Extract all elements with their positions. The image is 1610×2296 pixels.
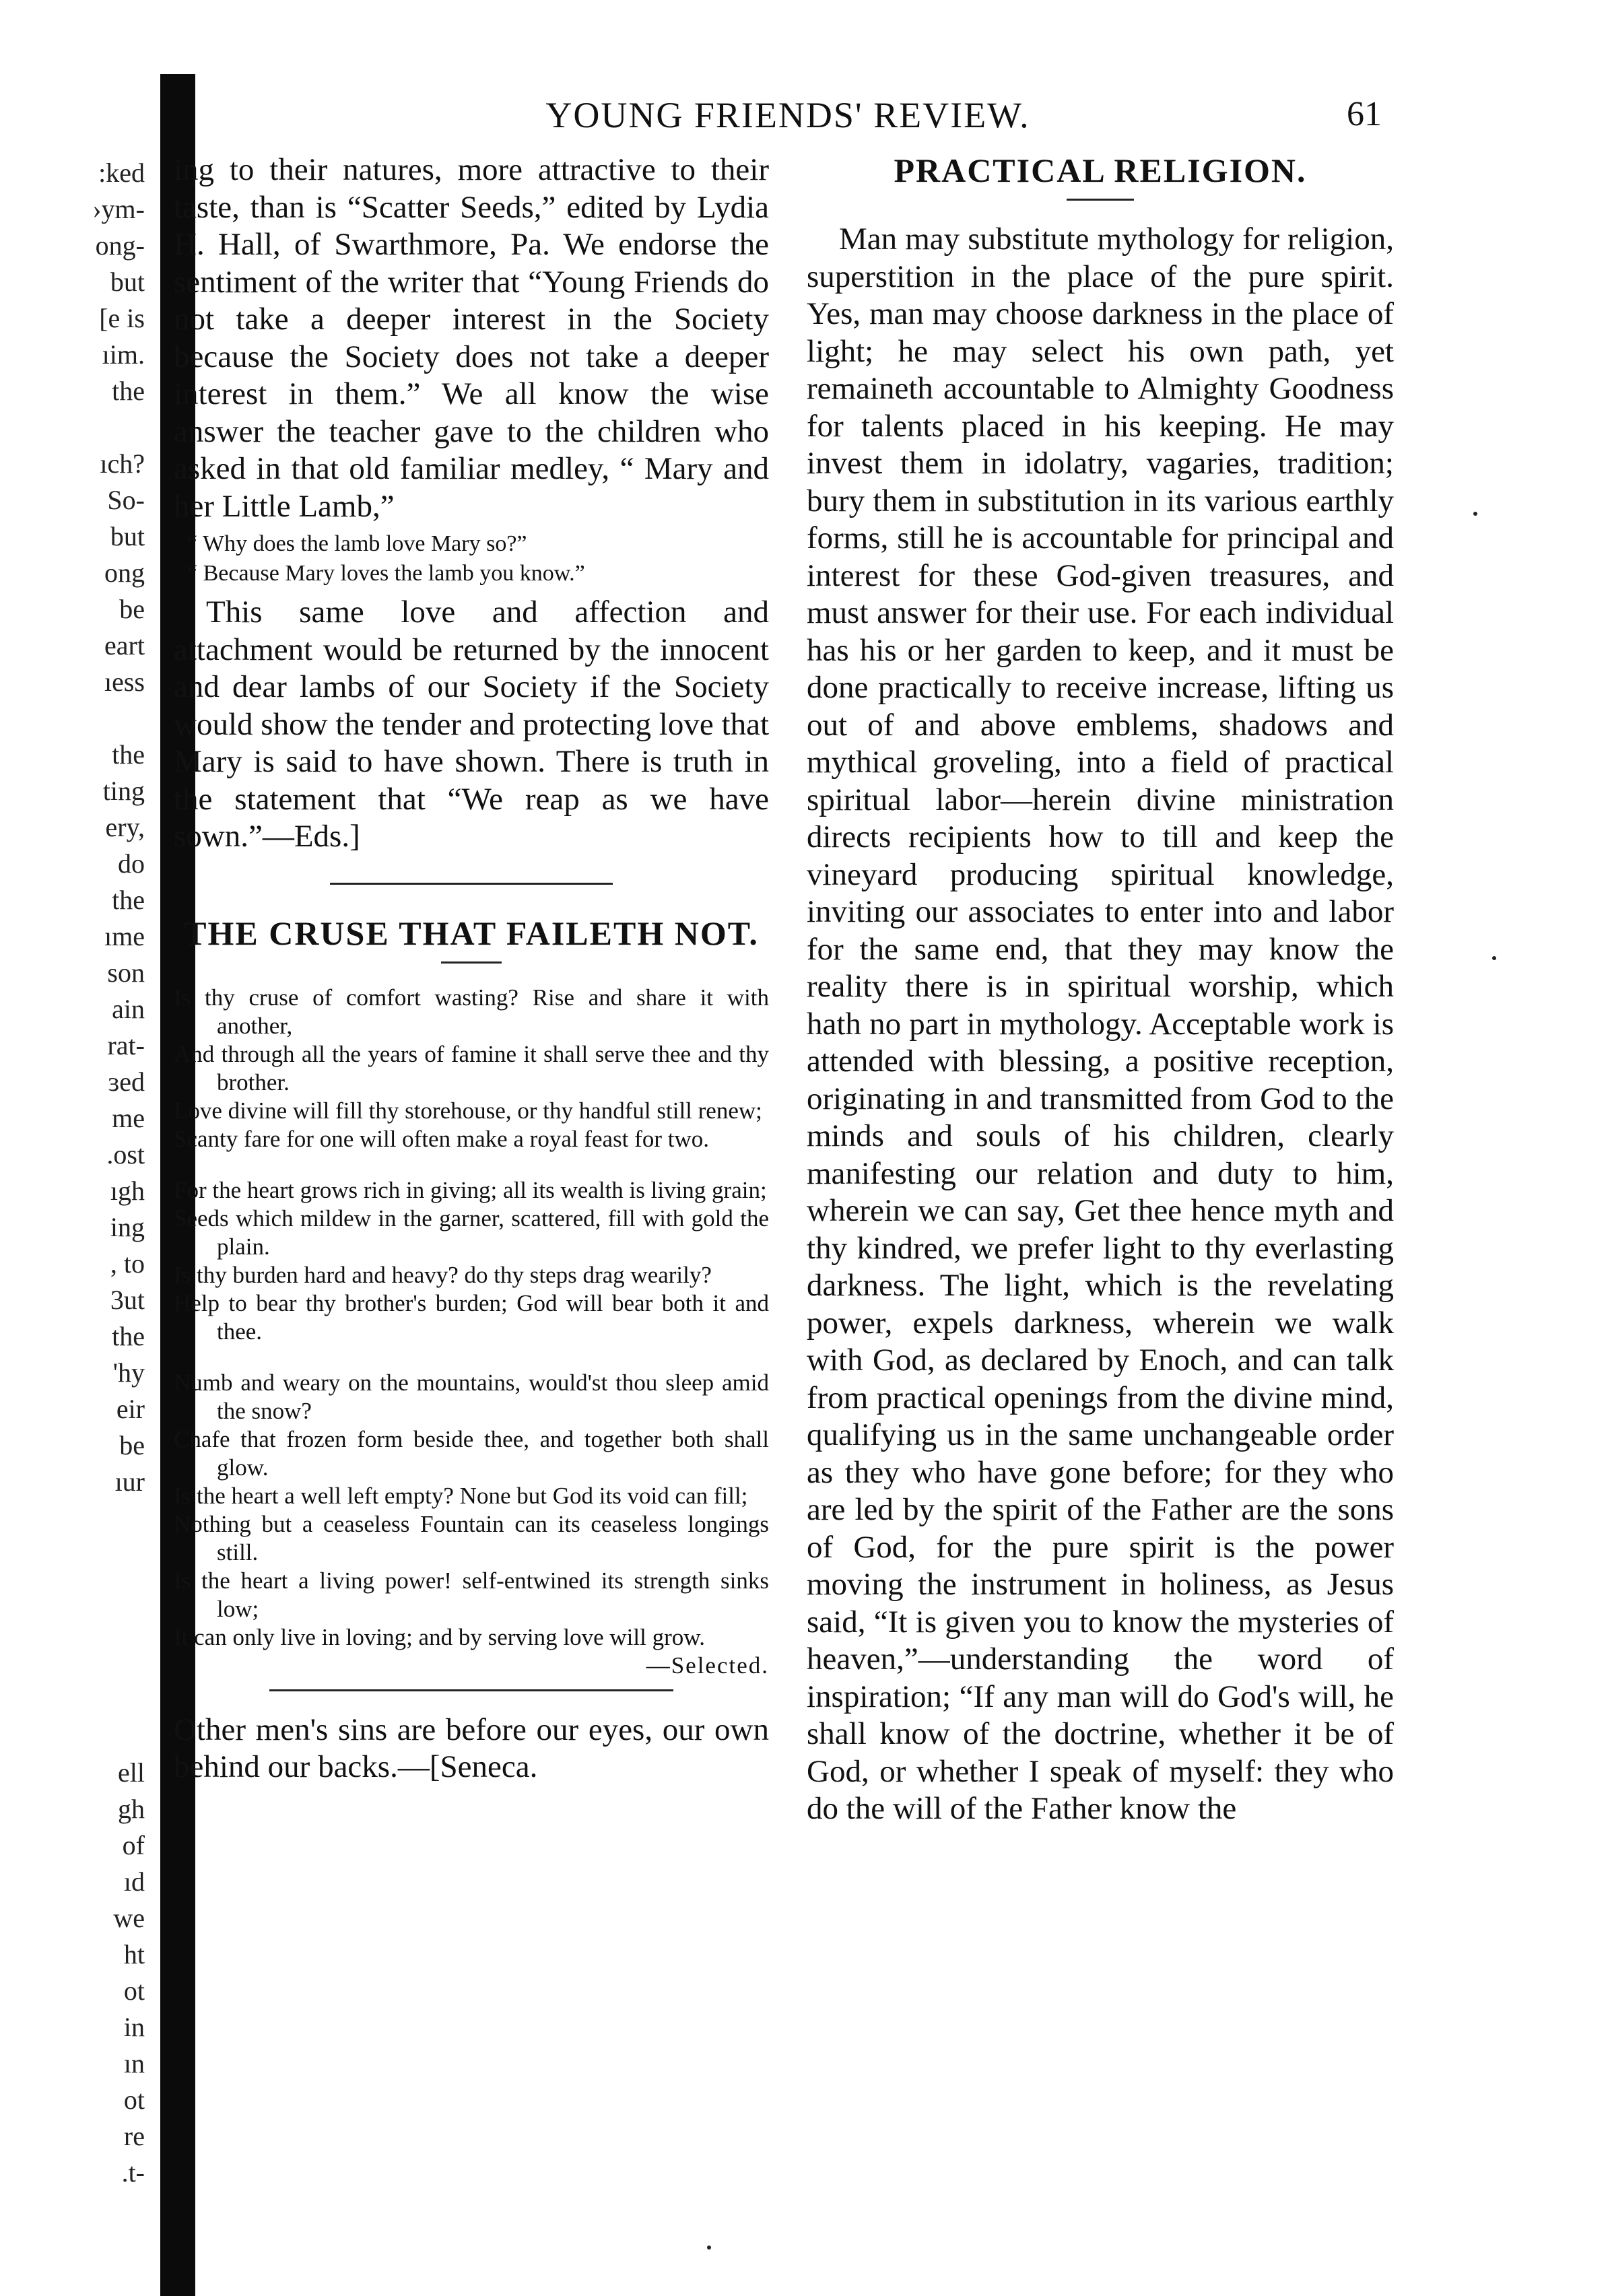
- gutter-fragment: do: [118, 848, 145, 879]
- left-column: [174, 151, 769, 1786]
- poem-line: It can only live in loving; and by serving love will grow.: [174, 1623, 705, 1650]
- speck: [1473, 512, 1477, 516]
- gutter-fragment: ot: [123, 2085, 145, 2115]
- gutter-fragment: but: [110, 267, 145, 297]
- gutter-fragment: [0, 1500, 145, 1537]
- poem-stanza: [174, 984, 769, 1153]
- nursery-rhyme-quote: [187, 529, 769, 588]
- poem-line: Chafe that frozen form beside thee, and together both shall glow.: [174, 1425, 769, 1481]
- poem: [174, 984, 769, 1680]
- poem-line: Love divine will fill thy storehouse, or thy handful still renew;: [174, 1097, 762, 1124]
- poem-line: For the heart grows rich in giving; all its wealth is living grain;: [174, 1176, 767, 1203]
- gutter-fragment: ting: [102, 776, 145, 806]
- gutter-fragment: ın: [123, 2048, 145, 2079]
- gutter-fragment: ıd: [123, 1866, 145, 1897]
- gutter-fragment: , to: [110, 1248, 145, 1279]
- poem-line: Help to bear thy brother's burden; God will bear both it and thee.: [174, 1289, 769, 1345]
- gutter-fragment: ing: [110, 1212, 145, 1242]
- gutter-fragment: ain: [112, 994, 145, 1024]
- gutter-fragment: ıme: [104, 921, 145, 951]
- gutter-fragment: [e is: [99, 303, 145, 333]
- section-divider: [330, 883, 613, 885]
- gutter-fragment: the: [112, 739, 145, 770]
- poem-line: Nothing but a ceaseless Fountain can its ceaseless longings still.: [174, 1510, 769, 1565]
- gutter-fragment: ong-: [95, 230, 145, 261]
- page-number: 61: [1347, 95, 1382, 133]
- quote-line-2: “ Because Mary loves the lamb you know.”: [187, 561, 585, 586]
- poem-stanza: [174, 1176, 769, 1346]
- gutter-fragment: of: [122, 1830, 145, 1860]
- gutter-fragment: [0, 1682, 145, 1718]
- gutter-fragment: [0, 1609, 145, 1646]
- article-body: Man may substitute mythology for religion, superstition in the place of the pure spirit. Yes, man may choose darkness in the place of light; he may select his own path, yet remaineth accountable to Almighty Goodness for talents placed in his keeping. He may invest them in idolatry, vagaries, tradition; bury them in substitution in its various earthly forms, still he is accountable for principal and interest for these God-given treasures, and must answer for their use. For each individual has his or her garden to keep, and it must be done practically to receive increase, lifting us out of and above emblems, shadows and mythical groveling, into a field of practical spiritual labor—herein divine ministration directs recipients how to till and keep the vineyard producing spiritual knowledge, inviting our associates to enter into and labor for the same end, that they may know the reality there is in spiritual worship, which hath no part in mythology. Acceptable work is attended with blessing, a positive reception, originating in and transmitted from God to the minds and souls of his children, clearly manifesting our relation and duty to him, wherein we can say, Get thee hence myth and thy kindred, we prefer light to thy everlasting darkness. The light, which is the revelating power, expels darkness, wherein we walk with God, as declared by Enoch, and can talk from practical openings from the divine mind, qualifying us in the same unchangeable order as they who have gone before; for they who are led by the spirit of the Father are the sons of God, for the pure spirit is the power moving the instrument in holiness, as Jesus said, “It is given you to know the mysteries of heaven,”—understanding the word of inspiration; “If any man will do God's will, he shall know of the doctrine, whether it be of God, or whether I speak of myself: they who do the will of the Father know the: [807, 222, 1394, 1826]
- gutter-fragment: [0, 409, 145, 446]
- gutter-fragment: son: [107, 957, 145, 988]
- poem-line: Scanty fare for one will often make a royal feast for two.: [174, 1125, 709, 1152]
- gutter-fragment: [0, 1573, 145, 1609]
- gutter-fragment: ıess: [104, 667, 145, 697]
- gutter-fragment: the: [112, 885, 145, 915]
- running-header-title: YOUNG FRIENDS' REVIEW.: [545, 95, 1030, 135]
- gutter-fragment: we: [113, 1903, 145, 1933]
- gutter-fragment: be: [119, 1430, 145, 1460]
- gutter-fragment: ht: [123, 1939, 145, 1969]
- title-rule: [441, 961, 502, 964]
- gutter-fragment: re: [123, 2121, 145, 2151]
- poem-line: Is thy burden hard and heavy? do thy steps drag wearily?: [174, 1261, 712, 1288]
- seneca-epigraph: Other men's sins are before our eyes, our own behind our backs.—[Seneca.: [174, 1712, 769, 1784]
- gutter-fragment: rat-: [107, 1030, 145, 1060]
- gutter-fragment: 'hy: [112, 1357, 145, 1388]
- editorial-paragraph: ing to their natures, more attractive to their taste, than is “Scatter Seeds,” edited by Lydia H. Hall, of Swarthmore, Pa. We endorse the sentiment of the writer that “Young Friends do not take a deeper interest in the Society because the Society does not take a deeper interest in them.” We all know the wise answer the teacher gave to the children who asked in that old familiar medley, “ Mary and her Little Lamb,”: [174, 152, 769, 524]
- article-title-rule: [1067, 199, 1134, 201]
- gutter-fragment: ıgh: [110, 1176, 145, 1206]
- gutter-fragment: be: [119, 594, 145, 624]
- poem-signature: —Selected.: [646, 1652, 769, 1679]
- gutter-fragment: ɜed: [108, 1067, 145, 1097]
- gutter-fragment: ıch?: [100, 448, 145, 479]
- previous-page-gutter: [0, 155, 145, 2188]
- poem-line: Numb and weary on the mountains, would'st thou sleep amid the snow?: [174, 1369, 769, 1424]
- gutter-fragment: eart: [104, 630, 145, 661]
- gutter-fragment: [0, 1646, 145, 1682]
- gutter-fragment: ong: [104, 558, 145, 588]
- gutter-fragment: :ked: [98, 158, 145, 188]
- quote-line-1: “ Why does the lamb love Mary so?”: [187, 531, 527, 556]
- poem-title: THE CRUSE THAT FAILETH NOT.: [184, 914, 759, 952]
- poem-line: And through all the years of famine it shall serve thee and thy brother.: [174, 1040, 769, 1095]
- speck: [1492, 956, 1496, 960]
- gutter-fragment: [0, 1718, 145, 1755]
- gutter-fragment: but: [110, 521, 145, 551]
- gutter-fragment: in: [123, 2012, 145, 2042]
- gutter-fragment: ›ym-: [92, 194, 145, 224]
- gutter-fragment: So-: [107, 485, 145, 515]
- gutter-fragment: .ost: [106, 1139, 145, 1170]
- poem-line: Seeds which mildew in the garner, scattered, fill with gold the plain.: [174, 1205, 769, 1260]
- gutter-fragment: [0, 700, 145, 737]
- speck: [707, 2246, 711, 2250]
- poem-end-divider: [269, 1689, 673, 1691]
- gutter-fragment: ell: [118, 1757, 145, 1788]
- gutter-fragment: ıim.: [102, 339, 145, 370]
- poem-line: Is the heart a living power! self-entwined its strength sinks low;: [174, 1567, 769, 1622]
- gutter-fragment: ery,: [105, 812, 145, 842]
- article-title: PRACTICAL RELIGION.: [894, 151, 1307, 189]
- gutter-fragment: me: [112, 1103, 145, 1133]
- right-column: [807, 151, 1394, 1828]
- gutter-fragment: gh: [118, 1794, 145, 1824]
- poem-line: Is the heart a well left empty? None but God its void can fill;: [174, 1482, 748, 1509]
- love-paragraph: This same love and affection and attachment would be returned by the innocent and dear lambs of our Society if the Society would show the tender and protecting love that Mary is said to have shown. There is truth in the statement that “We reap as we have sown.”—Eds.]: [174, 595, 769, 854]
- gutter-fragment: eir: [116, 1394, 145, 1424]
- gutter-fragment: ıur: [114, 1466, 145, 1497]
- gutter-fragment: [0, 1537, 145, 1573]
- gutter-fragment: 3ut: [110, 1285, 145, 1315]
- gutter-fragment: the: [112, 1321, 145, 1351]
- poem-stanza: [174, 1369, 769, 1680]
- gutter-fragment: .t-: [121, 2157, 145, 2188]
- gutter-fragment: ot: [123, 1976, 145, 2006]
- poem-line: Is thy cruse of comfort wasting? Rise and share it with another,: [174, 984, 769, 1039]
- gutter-fragment: the: [112, 376, 145, 406]
